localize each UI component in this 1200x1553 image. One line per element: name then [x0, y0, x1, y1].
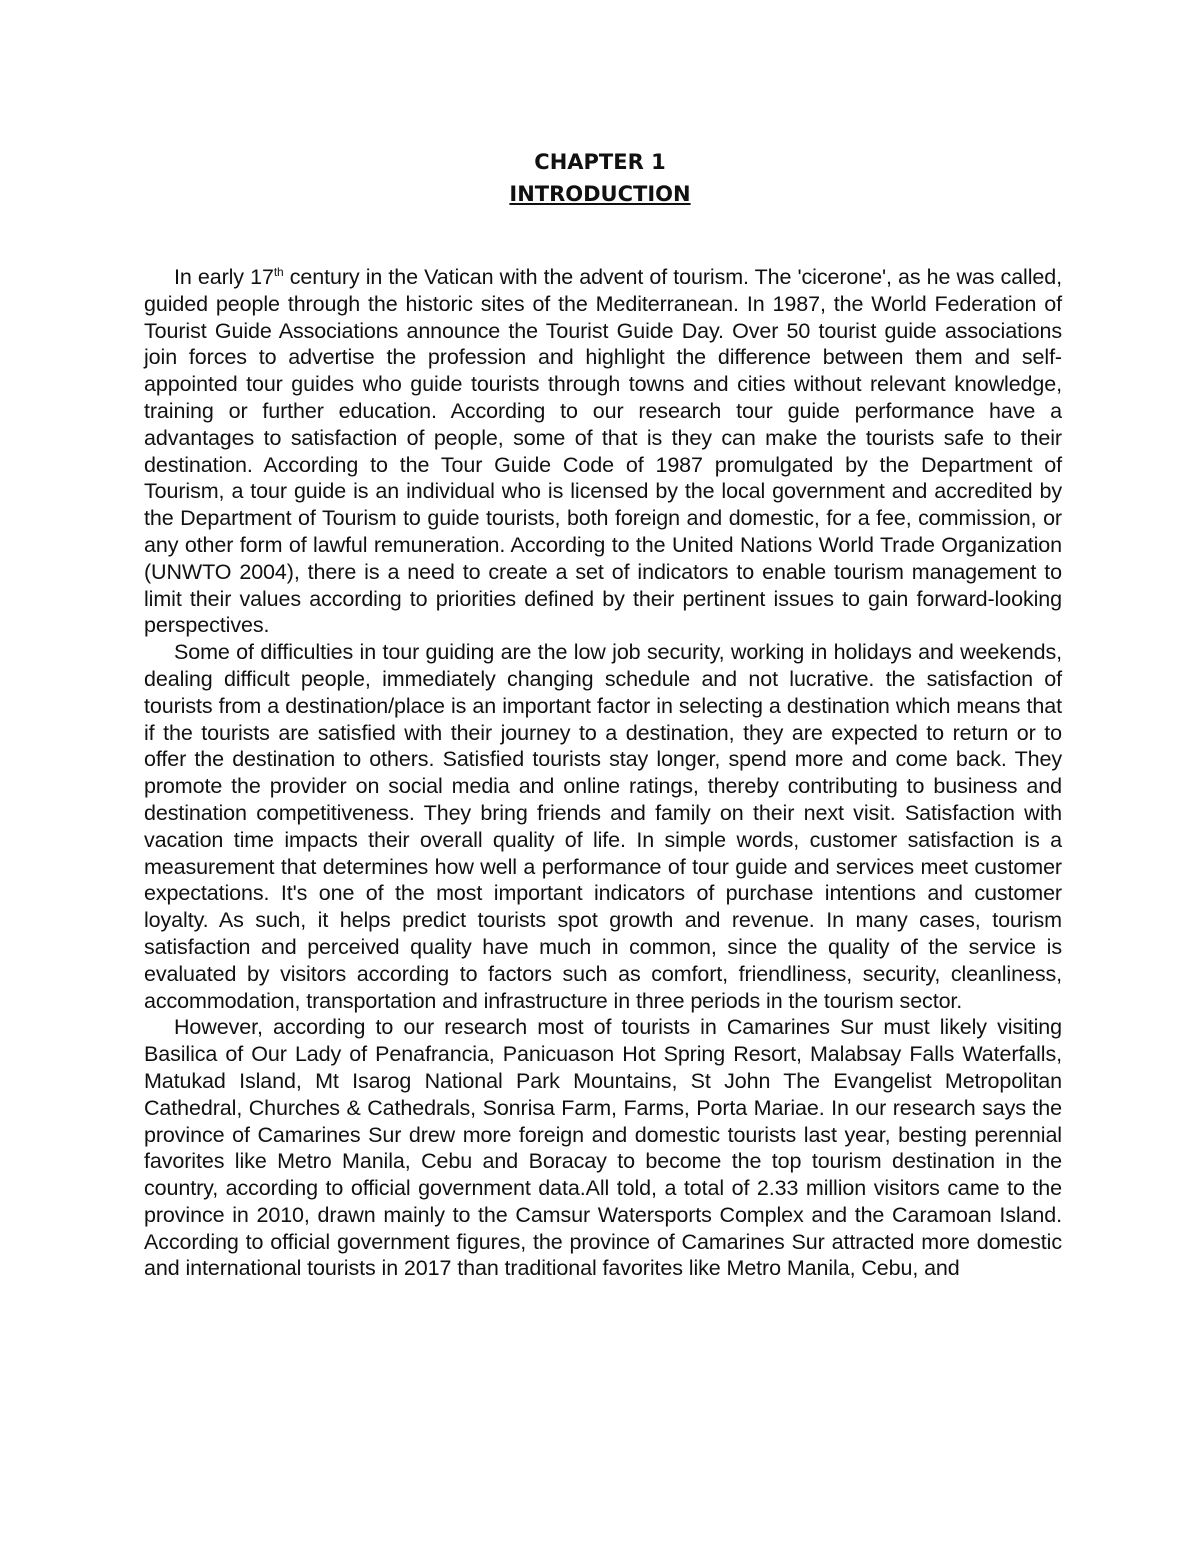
paragraph-1-rest: century in the Vatican with the advent of tourism. The 'cicerone', as he was called, guided people through the historic sites of the Mediterranean. In 1987, the World Federation of Tourist Guide Associations announce the Tourist Guide Day. Over 50 tourist guide associations join forces to advertise the profession and highlight the difference between them and self-appointed tour guides who guide tourists through towns and cities without relevant knowledge, training or further education. According to our research tour guide performance have a advantages to satisfaction of people, some of that is they can make the tourists safe to their destination. According to the Tour Guide Code of 1987 promulgated by the Department of Tourism, a tour guide is an individual who is licensed by the local government and accredited by the Department of Tourism to guide tourists, both foreign and domestic, for a fee, commission, or any other form of lawful remuneration. According to the United Nations World Trade Organization (UNWTO 2004), there is a need to create a set of indicators to enable tourism management to limit their values according to priorities defined by their pertinent issues to gain forward-looking perspectives.	[144, 265, 1062, 638]
paragraph-3: However, according to our research most of tourists in Camarines Sur must likely visiting Basilica of Our Lady of Penafrancia, Panicuason Hot Spring Resort, Malabsay Falls Waterfalls, Matukad Island, Mt Isarog National Park Mountains, St John The Evangelist Metropolitan Cathedral, Churches & Cathedrals, Sonrisa Farm, Farms, Porta Mariae. In our research says the province of Camarines Sur drew more foreign and domestic tourists last year, besting perennial favorites like Metro Manila, Cebu and Boracay to become the top tourism destination in the country, according to official government data.All told, a total of 2.33 million visitors came to the province in 2010, drawn mainly to the Camsur Watersports Complex and the Caramoan Island. According to official government figures, the province of Camarines Sur attracted more domestic and international tourists in 2017 than traditional favorites like Metro Manila, Cebu, and	[144, 1015, 1062, 1281]
chapter-heading	[0, 146, 1200, 210]
body-text	[144, 264, 1062, 1282]
paragraph-2: Some of difficulties in tour guiding are the low job security, working in holidays and weekends, dealing difficult people, immediately changing schedule and not lucrative. the satisfaction of tourists from a destination/place is an important factor in selecting a destination which means that if the tourists are satisfied with their journey to a destination, they are expected to return or to offer the destination to others. Satisfied tourists stay longer, spend more and come back. They promote the provider on social media and online ratings, thereby contributing to business and destination competitiveness. They bring friends and family on their next visit. Satisfaction with vacation time impacts their overall quality of life. In simple words, customer satisfaction is a measurement that determines how well a performance of tour guide and services meet customer expectations. It's one of the most important indicators of purchase intentions and customer loyalty. As such, it helps predict tourists spot growth and revenue. In many cases, tourism satisfaction and perceived quality have much in common, since the quality of the service is evaluated by visitors according to factors such as comfort, friendliness, security, cleanliness, accommodation, transportation and infrastructure in three periods in the tourism sector.	[144, 640, 1062, 1013]
ordinal-superscript: th	[273, 264, 284, 279]
chapter-title: INTRODUCTION	[509, 182, 691, 206]
paragraph-1-lead: In early 17	[174, 265, 274, 289]
chapter-number: CHAPTER 1	[534, 150, 666, 174]
paragraph-1	[144, 264, 1062, 639]
